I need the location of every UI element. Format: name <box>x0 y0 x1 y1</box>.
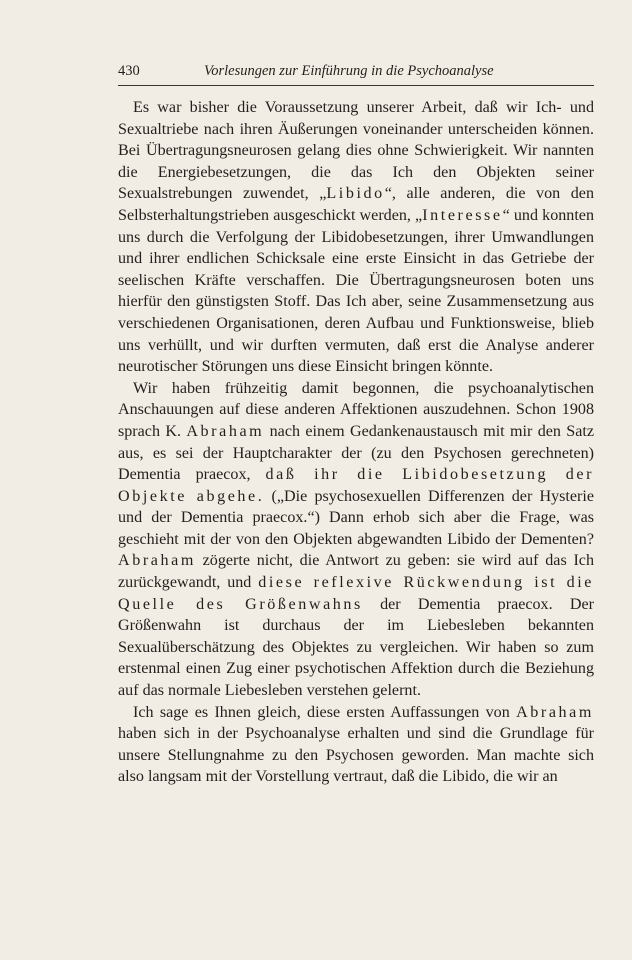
emphasized-text: daß ihr die Libidobesetzung der Objekte abgehe. <box>118 466 594 505</box>
text-segment: “, alle anderen, die von den Selbsterhaltungstrieben ausgeschickt werden, „ <box>118 185 594 224</box>
running-title: Vorlesungen zur Einführung in die Psychoanalyse <box>204 63 494 79</box>
body-text <box>118 97 594 788</box>
emphasized-text: Libido <box>326 185 385 203</box>
emphasized-text: diese reflexive Rückwendung ist die Quelle des Größenwahns <box>118 574 594 613</box>
text-segment: Wir haben frühzeitig damit begonnen, die psychoanalytischen Anschauungen auf diese anderen Affektionen auszudehnen. Schon 1908 sprach K. <box>118 379 594 440</box>
paragraph <box>118 702 594 788</box>
paragraph <box>118 97 594 378</box>
text-segment: zögerte nicht, die Antwort zu geben: sie wird auf das Ich zurückgewandt, und <box>118 552 594 592</box>
page-header <box>118 63 594 83</box>
text-segment: nach einem Gedankenaustausch mit mir den Satz aus, es sei der Hauptcharakter der (zu den Psychosen gerechneten) Dementia praecox, <box>118 422 594 484</box>
text-segment: haben sich in der Psychoanalyse erhalten und sind die Grundlage für unsere Stellungnahme zu den Psychosen geworden. Man machte sich also langsam mit der Vorstellung vertraut, daß die Libido, die wir an <box>118 725 594 786</box>
text-segment: („Die psychosexuellen Differenzen der Hysterie und der Dementia praecox.“) Dann erhob sich aber die Frage, was geschieht mit der von den Objekten abgewandten Libido der Dementen? <box>118 487 595 548</box>
emphasized-text: Abraham <box>118 552 196 570</box>
text-segment: Ich sage es Ihnen gleich, diese ersten Auffassungen von <box>133 703 517 721</box>
paragraph <box>118 378 594 702</box>
emphasized-text: Abraham <box>186 422 265 440</box>
header-rule <box>118 85 594 86</box>
page-number: 430 <box>118 63 140 79</box>
emphasized-text: Abraham <box>516 703 594 721</box>
text-segment: Es war bisher die Voraussetzung unserer Arbeit, daß wir Ich- und Sexualtriebe nach ihren Äußerungen voneinander unterscheiden können. Bei Übertragungsneurosen gelang dies ohne Schwierigkeit. Wir nannten die Energiebesetzungen, die das Ich den Objekten seiner Sexualstrebungen zuwendet, „ <box>118 99 594 203</box>
emphasized-text: Interesse <box>422 206 503 224</box>
text-segment: der Dementia praecox. Der Größenwahn ist durchaus der im Liebesleben bekannten Sexualüberschätzung des Objektes zu vergleichen. Wir haben so zum erstenmal einen Zug einer psychotischen Affektion durch die Beziehung auf das normale Liebesleben verstehen gelernt. <box>118 595 594 700</box>
text-segment: “ und konnten uns durch die Verfolgung der Libidobesetzungen, ihrer Umwandlungen und ihrer endlichen Schicksale eine erste Einsicht in das Getriebe der seelischen Kräfte verschaffen. Die Übertragungsneurosen boten uns hierfür den günstigsten Stoff. Das Ich aber, seine Zusammensetzung aus verschiedenen Organisationen, deren Aufbau und Funktionsweise, blieb uns verhüllt, und wir durften vermuten, daß erst die Analyse anderer neurotischer Störungen uns diese Einsicht bringen könnte. <box>118 206 594 376</box>
